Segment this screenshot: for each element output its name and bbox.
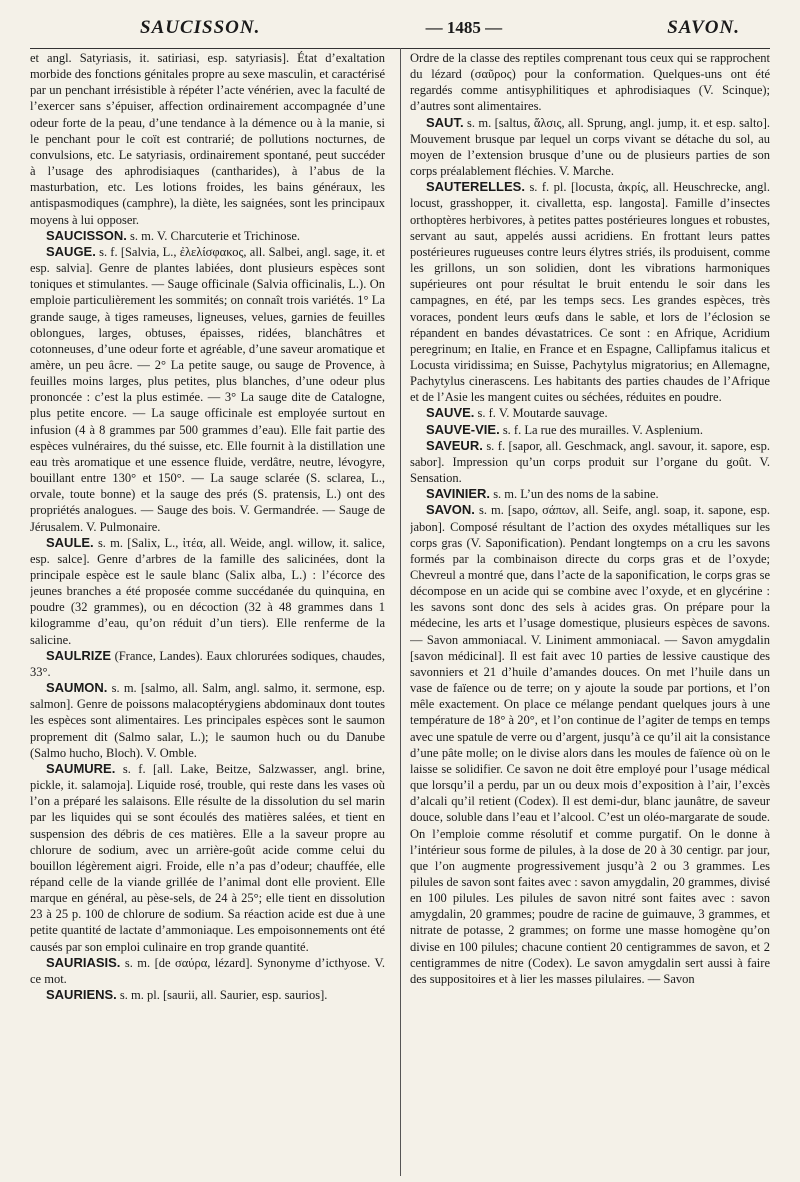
- column-divider: [400, 48, 401, 1176]
- entry-text: s. m. [saltus, ἅλσις, all. Sprung, angl. jump, it. et esp. salto]. Mouvement brusque par lequel un corps vivant se détache du sol, au moyen de l’extension brusque d’une ou de plusieurs parties de son corps préalablement fléchies. V. Marche.: [410, 115, 770, 179]
- entry-text: s. m. V. Charcuterie et Trichinose.: [130, 228, 301, 243]
- dictionary-entry: [410, 438, 770, 486]
- entry-headword: SAUVE.: [426, 405, 475, 421]
- page-number: — 1485 —: [425, 18, 503, 37]
- dictionary-entry: [410, 486, 770, 502]
- dictionary-entry: [410, 179, 770, 405]
- entry-headword: SAUGE.: [46, 243, 96, 259]
- entry-headword: SAULE.: [46, 534, 94, 550]
- dictionary-entry: [410, 502, 770, 987]
- entry-text: s. f. [all. Lake, Beitze, Salzwasser, angl. brine, pickle, it. salamoja]. Liquide rosé, trouble, qui reste dans les vases où l’on a préparé les salaisons. Elle résulte de la dissolution du sel marin par les liquides qui se sont écoulés des matières salées, et tient en suspension des débris de ces matières. Elle a la saveur propre au chlorure de sodium, avec un arrière-goût acide comme celui du bouillon légèrement aigri. Froide, elle n’a pas d’odeur; chauffée, elle répand celle de la viande grillée de l’animal dont elle provient. Elle marque en général, au pèse-sels, de 24 à 25°; elle tient en dissolution 23 à 25 p. 100 de chlorure de sodium. Sa réaction acide est due à une petite quantité de lactate d’ammoniaque. Les empoisonnements ont été causés par son emploi culinaire en trop grande quantité.: [30, 761, 385, 954]
- entry-text: s. m. L’un des noms de la sabine.: [493, 487, 659, 502]
- entry-text: s. m. pl. [saurii, all. Saurier, esp. saurios].: [119, 988, 328, 1003]
- entry-text: s. m. [sapo, σάπων, all. Seife, angl. soap, it. sapone, esp. jabon]. Composé résultant de l’action des oxydes métalliques sur les corps gras (V. Saponification). Pendant longtemps on a cru les savons formés par la combinaison directe du corps gras et de l’oxyde; Chevreul a montré que, dans l’acte de la saponification, le corps gras se décompose en un acide qui se combine avec l’oxyde, et en glycérine : les savons sont donc des sels à acides gras. On prépare pour la médecine, les arts et l’usage domestique, plusieurs espèces de savons. — Savon ammoniacal. V. Liniment ammoniacal. — Savon amygdalin [savon médicinal]. Il est fait avec 10 parties de lessive caustique des savonniers et 21 d’huile d’amandes douces. On met l’huile dans un vase de faïence ou de terre; on y ajoute la soude par portions, et l’on mêle exactement. On place ce mélange pendant quelques jours à une température de 18° à 20°, et l’on continue de l’agiter de temps en temps avec une spatule de verre ou d’argent, jusqu’à ce qu’il ait la consistance d’une pâte molle; on le divise alors dans les moules de faïence où on le laisse se solidifier. Ce savon ne doit être employé pour l’usage médical que lorsqu’il a perdu, par un ou deux mois d’exposition à l’air, l’excès d’alcali qu’il retient (Codex). Il est demi-dur, blanc jaunâtre, de saveur douce, soluble dans l’eau et l’alcool. C’est un oléo-margarate de soude. On l’emploie comme résolutif et comme purgatif. On le donne à l’intérieur sous forme de pilules, à la dose de 20 à 30 centigr. par jour, que l’on augmente progressivement jusqu’à 2 ou 3 grammes. Les pilules de savon sont faites avec : savon amygdalin, 20 grammes, divisé en 100 pilules. Les pilules de savon nitré sont faites avec : savon amygdalin, 20 grammes; poudre de racine de guimauve, 3 grammes, et nitrate de potasse, 2 grammes; on forme une masse homogène qu’on divise en 100 pilules; chacune contient 20 centigrammes de savon, et 2 centigrammes de nitre (Codex). Le savon amygdalin sert aussi à faire des suppositoires et à lier les masses pilulaires. — Savon: [410, 503, 770, 986]
- header-right-word: SAVON.: [667, 17, 740, 38]
- dictionary-entry: [30, 648, 385, 680]
- entry-headword: SAUCISSON.: [46, 227, 127, 243]
- entry-text: s. f. [Salvia, L., ἐλελίσφακος, all. Salbei, angl. sage, it. et esp. salvia]. Genre de plantes labiées, dont plusieurs espèces sont toniques et stimulantes. — Sauge officinale (Salvia officinalis, L.). On emploie particulièrement les sommités; on connaît trois variétés. 1° La grande sauge, à tiges rameuses, ligneuses, velues, garnies de feuilles oblongues, larges, obtuses, épaisses, ridées, blanchâtres et cotonneuses, d’une odeur forte et agréable, d’une saveur aromatique et amère, un peu âcre. — 2° La petite sauge, ou sauge de Provence, à feuilles moins larges, plus petites, plus blanches, d’une odeur plus prononcée : c’est la plus estimée. — 3° La sauge dite de Catalogne, plus petite encore. — La sauge officinale est employée surtout en infusion (4 à 8 grammes par 500 grammes d’eau). Elle fait partie des espèces vulnéraires, du thé suisse, etc. Elle fournit à la distillation une eau très aromatique et une essence fluide, verdâtre, neutre, lévogyre, bouillant entre 130° et 150°. — La sauge sclarée (S. sclarea, L., orvale, toute bonne) et la sauge des prés (S. pratensis, L.) ont des propriétés analogues. — Sauge des bois. V. Germandrée. — Sauge de Jérusalem. V. Pulmonaire.: [30, 244, 385, 534]
- entry-text: s. f. pl. [locusta, ἀκρίς, all. Heuschrecke, angl. locust, grasshopper, it. civalletta, esp. langosta]. Famille d’insectes orthoptères herbivores, à petites pattes postérieures longues et robustes, servant au saut, appelés aussi acridiens. En frottant leurs pattes postérieures rugueuses contre leurs élytres striés, ils produisent, comme les grillons, un son solidien, dont les vibrations harmoniques supérieures ont pour résultat le bruit entendu le soir dans les campagnes, en été, par les temps secs. Les grandes espèces, très voraces, pondent leurs œufs dans le sable, et lors de l’éclosion se répandent en bandes dévastatrices. Ce sont : en Afrique, Acridium peregrinum; en Italie, en France et en Espagne, Callipfamus italicus et Locusta viridissima; en Suisse, Pachytylus migratorius; en Allemagne, Pachytylus cinerascens. Les habitants des parties chaudes de l’Afrique et de l’Asie les mangent cuites ou séchées, réduites en poudre.: [410, 180, 770, 405]
- dictionary-entry: [410, 405, 770, 421]
- header-left-word: SAUCISSON.: [140, 17, 261, 38]
- left-column: [30, 50, 385, 1176]
- entry-headword: SAUMURE.: [46, 760, 116, 776]
- dictionary-entry: [410, 115, 770, 180]
- entry-text: s. m. [Salix, L., ἰτέα, all. Weide, angl. willow, it. salice, esp. salce]. Genre d’arbres de la famille des salicinées, dont la principale espèce est le saule blanc (Salix alba, L.) : l’écorce des jeunes branches a été proposée comme succédanée du quinquina, en poudre (32 grammes), ou en décoction (32 à 48 grammes dans 1 kilogramme d’eau, qu’on réduit d’un tiers). Elle renferme de la salicine.: [30, 535, 385, 647]
- right-column: [410, 50, 770, 1176]
- dictionary-entry: [30, 535, 385, 648]
- dictionary-entry: [30, 244, 385, 535]
- dictionary-entry: [30, 680, 385, 761]
- entry-text: (France, Landes). Eaux chlorurées sodiques, chaudes, 33°.: [30, 648, 385, 679]
- entry-text: s. f. V. Moutarde sauvage.: [477, 406, 608, 421]
- entry-text: s. f. [sapor, all. Geschmack, angl. savour, it. sapore, esp. sabor]. Impression qu’un corps produit sur l’organe du goût. V. Sensation.: [410, 438, 770, 486]
- dictionary-entry: [30, 987, 385, 1003]
- dictionary-entry: [30, 761, 385, 955]
- entry-headword: SAURIENS.: [46, 987, 117, 1003]
- dictionary-entry: [410, 422, 770, 438]
- entry-headword: SAUVE-VIE.: [426, 421, 500, 437]
- entry-headword: SAVEUR.: [426, 437, 483, 453]
- dictionary-entry: [30, 50, 385, 228]
- entry-text: Ordre de la classe des reptiles comprenant tous ceux qui se rapprochent du lézard (σαῦρος) pour la conformation. Quelques-uns ont été regardés comme antisyphilitiques et aphrodisiaques (V. Scinque); d’autres sont alimentaires.: [410, 51, 770, 114]
- entry-text: s. f. La rue des murailles. V. Asplenium.: [502, 422, 704, 437]
- entry-headword: SAVON.: [426, 502, 475, 518]
- entry-headword: SAUT.: [426, 114, 464, 130]
- entry-headword: SAURIASIS.: [46, 954, 121, 970]
- entry-headword: SAUMON.: [46, 680, 108, 696]
- entry-text: s. m. [de σαύρα, lézard]. Synonyme d’icthyose. V. ce mot.: [30, 955, 385, 986]
- dictionary-entry: [30, 955, 385, 987]
- entry-headword: SAULRIZE: [46, 647, 111, 663]
- entry-headword: SAVINIER.: [426, 486, 491, 502]
- running-header: [30, 8, 770, 49]
- entry-headword: SAUTERELLES.: [426, 179, 525, 195]
- entry-text: s. m. [salmo, all. Salm, angl. salmo, it. sermone, esp. salmon]. Genre de poissons malacoptérygiens abdominaux dont toutes les espèces sont alimentaires. Les principales espèces sont le saumon proprement dit (Salmo salar, L.); le saumon huch ou du Danube (Salmo hucho, Bloch). V. Omble.: [30, 681, 385, 760]
- dictionary-entry: [30, 228, 385, 244]
- dictionary-entry: [410, 50, 770, 115]
- entry-text: et angl. Satyriasis, it. satiriasi, esp. satyriasis]. État d’exaltation morbide des fonctions génitales propre au sexe masculin, et caractérisé par un penchant irrésistible à répéter l’acte vénérien, avec la faculté de l’exercer sans s’épuiser, affection ordinairement accompagnée d’une odeur forte de la peau, d’une tendance à la démence ou à la manie, si le penchant pour le coït est contrarié; de pollutions nocturnes, de convulsions, etc. Le satyriasis, ordinairement spontané, peut succéder à l’usage des aphrodisiaques (cantharides), à l’abus de la masturbation, etc. Les lotions froides, les bains généraux, les antispasmodiques (camphre), la diète, les saignées, sont les principaux moyens à lui opposer.: [30, 51, 385, 227]
